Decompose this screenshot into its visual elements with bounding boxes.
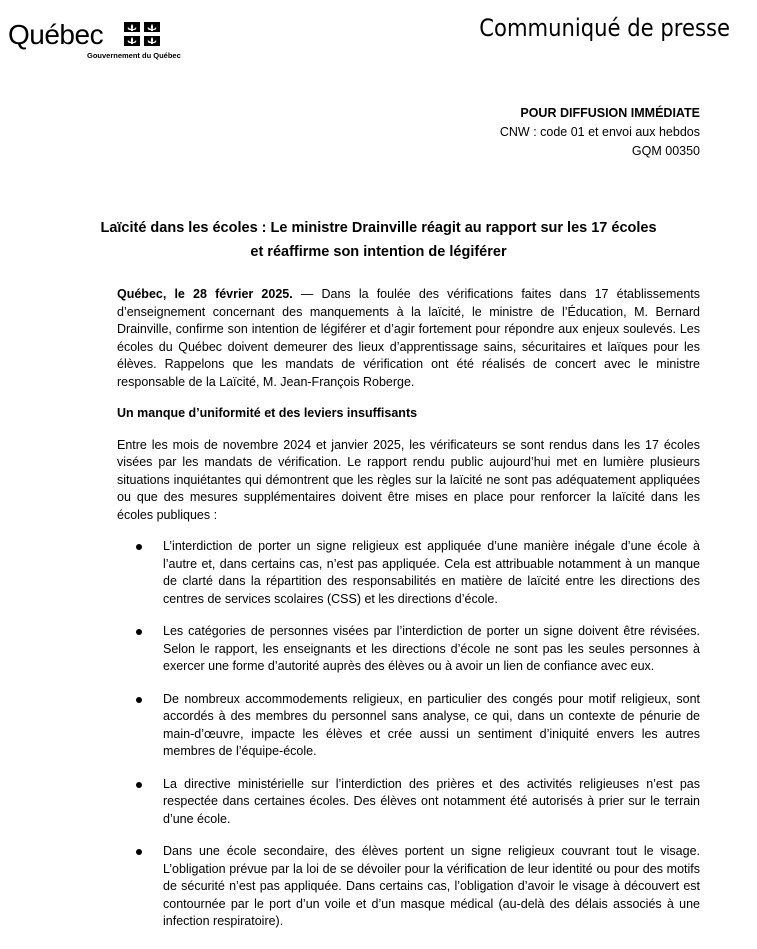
bullet-icon bbox=[136, 697, 142, 703]
dateline: Québec, le 28 février 2025. bbox=[117, 287, 293, 301]
title-line-1: Laïcité dans les écoles : Le ministre Drainville réagit au rapport sur les 17 écoles bbox=[100, 220, 657, 236]
press-release-title bbox=[60, 216, 697, 264]
fleur-de-lis-flag-icon bbox=[124, 22, 160, 46]
findings-list bbox=[117, 538, 700, 931]
list-item: De nombreux accommodements religieux, en particulier des congés pour motif religieux, sont accordés à des membres du personnel sans analyse, ce qui, dans un contexte de pénurie de main-d’œuvre, impacte les élèves et crée aussi un sentiment d’iniquité envers les autres membres de l’équipe-école. bbox=[117, 691, 700, 761]
release-cnw-code: CNW : code 01 et envoi aux hebdos bbox=[499, 125, 700, 139]
intro-text: — Dans la foulée des vérifications faites dans 17 établissements d’enseignement concernant des manquements à la laïcité, le ministre de l’Éducation, M. Bernard Drainville, confirme son intention de légiférer et d’agir fortement pour répondre aux enjeux soulevés. Les écoles du Québec doivent demeurer des lieux d’apprentissage sains, sécuritaires et laïques pour les élèves. Rappelons que les mandats de vérification ont été réalisés de concert avec le ministre responsable de la Laïcité, M. Jean-François Roberge. bbox=[117, 287, 701, 389]
bullet-icon bbox=[136, 629, 142, 635]
release-gqm-number: GQM 00350 bbox=[631, 144, 700, 158]
list-item: La directive ministérielle sur l’interdiction des prières et des activités religieuses n’est pas respectée dans certaines écoles. Des élèves ont notamment été autorisés à prier sur le terrain d’une école. bbox=[117, 776, 700, 829]
logo-wordmark: Québec bbox=[8, 19, 104, 50]
release-immediate: POUR DIFFUSION IMMÉDIATE bbox=[520, 106, 700, 120]
quebec-logo bbox=[8, 19, 181, 65]
intro-paragraph bbox=[117, 286, 700, 391]
bullet-icon bbox=[136, 849, 142, 855]
document-type-heading: Communiqué de presse bbox=[479, 14, 730, 42]
list-item: L’interdiction de porter un signe religieux est appliquée d’une manière inégale d’une école à l’autre et, dans certains cas, n’est pas appliquée. Cela est attribuable notamment à un manque de clarté dans la répartition des responsabilités en matière de laïcité entre les directions des centres de services scolaires (CSS) et les directions d’école. bbox=[117, 538, 700, 608]
section-heading: Un manque d’uniformité et des leviers insuffisants bbox=[117, 406, 418, 420]
bullet-icon bbox=[136, 782, 142, 788]
press-release-body bbox=[117, 286, 700, 946]
list-item: Dans une école secondaire, des élèves portent un signe religieux couvrant tout le visage. L’obligation prévue par la loi de se dévoiler pour la vérification de leur identité ou pour des motifs de sécurité n’est pas appliquée. Dans certains cas, l’obligation d’avoir le visage à découvert est contournée par le port d’un voile et d’un masque médical (au-delà des délais associés à une infection respiratoire). bbox=[117, 843, 700, 931]
release-info bbox=[500, 104, 700, 161]
bullet-icon bbox=[136, 544, 142, 550]
title-line-2: et réaffirme son intention de légiférer bbox=[250, 244, 507, 260]
section-paragraph: Entre les mois de novembre 2024 et janvier 2025, les vérificateurs se sont rendus dans les 17 écoles visées par les mandats de vérification. Le rapport rendu public aujourd’hui met en lumière plusieurs situations inquiétantes qui démontrent que les règles sur la laïcité ne sont pas adéquatement appliquées ou que des mesures supplémentaires doivent être mises en place pour renforcer la laïcité dans les écoles publiques : bbox=[117, 437, 700, 522]
logo-government-label: Gouvernement du Québec bbox=[87, 51, 181, 60]
list-item: Les catégories de personnes visées par l’interdiction de porter un signe doivent être révisées. Selon le rapport, les enseignants et les directions d’école ne sont pas les seules personnes à exercer une forme d’autorité auprès des élèves ou à avoir un lien de confiance avec eux. bbox=[117, 623, 700, 676]
